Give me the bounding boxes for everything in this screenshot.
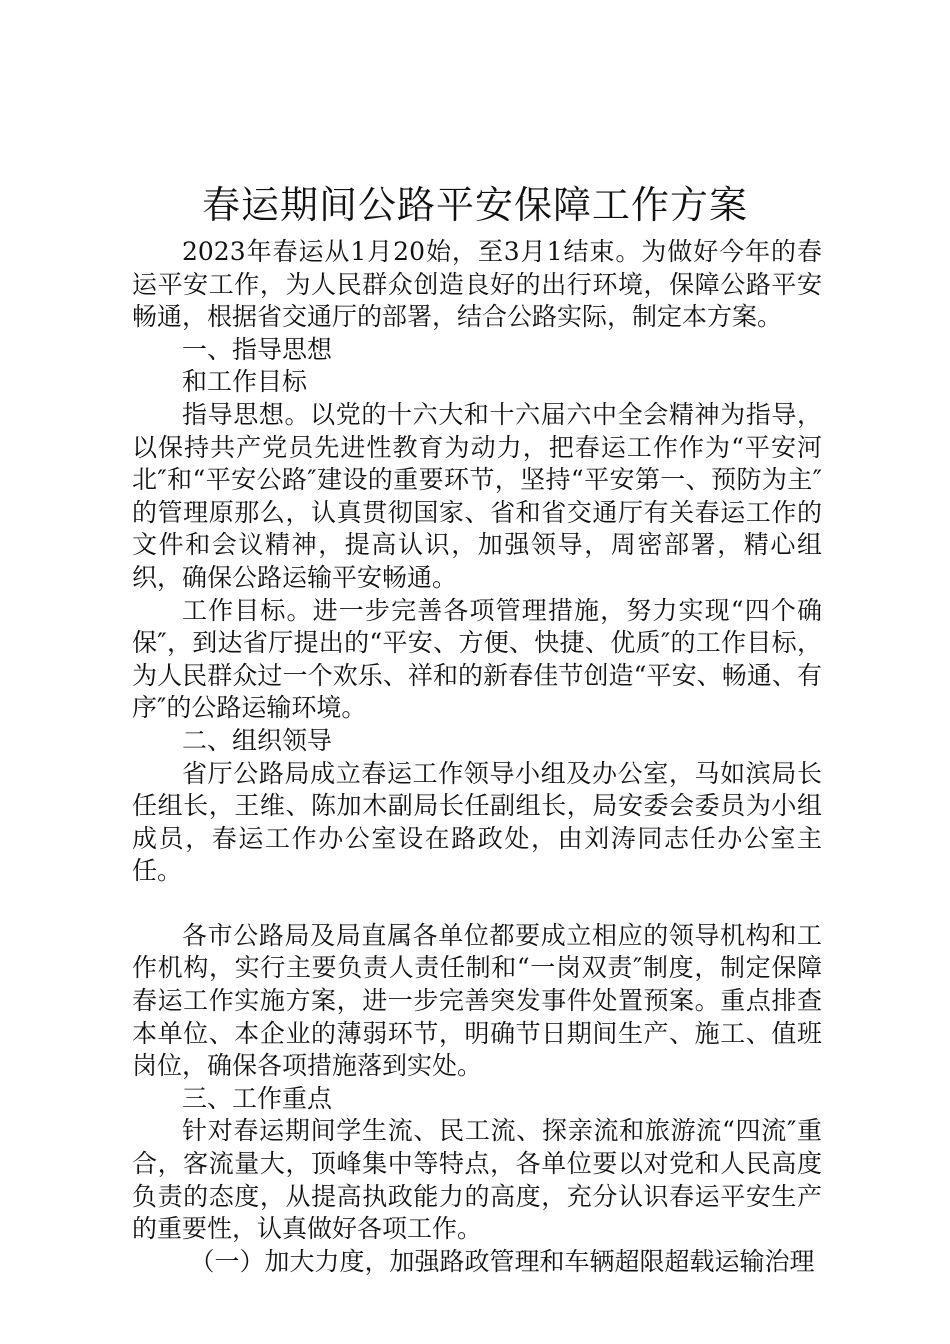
work-goal-paragraph: 工作目标。进一步完善各项管理措施，努力实现“四个确保″，到达省厅提出的“平安、方便、快捷、优质″的工作目标，为人民群众过一个欢乐、祥和的新春佳节创造“平安、畅通、有序″的公路运输环境。 xyxy=(132,595,822,723)
section-heading-guiding-thought: 一、指导思想 xyxy=(182,334,333,364)
section-heading-continuation: 和工作目标 xyxy=(182,367,308,397)
intro-paragraph: 2023年春运从1月20始，至3月1结束。为做好今年的春运平安工作，为人民群众创造良好的出行环境，保障公路平安畅通，根据省交通厅的部署，结合公路实际，制定本方案。 xyxy=(132,237,822,332)
guiding-thought-paragraph: 指导思想。以党的十六大和十六届六中全会精神为指导，以保持共产党员先进性教育为动力，把春运工作作为“平安河北″和“平安公路″建设的重要环节，坚持“平安第一、预防为主″的管理原那么，认真贯彻国家、省和省交通厅有关春运工作的文件和会议精神，提高认识，加强领导，周密部署，精心组织，确保公路运输平安畅通。 xyxy=(132,399,822,592)
document-body xyxy=(132,236,822,1278)
key-work-paragraph: 针对春运期间学生流、民工流、探亲流和旅游流“四流″重合，客流量大，顶峰集中等特点，各单位要以对党和人民高度负责的态度，从提高执政能力的高度，充分认识春运平安生产的重要性，认真做好各项工作。 xyxy=(132,1116,822,1244)
section-heading-organization: 二、组织领导 xyxy=(182,725,333,755)
organization-paragraph: 省厅公路局成立春运工作领导小组及办公室，马如滨局长任组长，王维、陈加木副局长任副组长，局安委会委员为小组成员，春运工作办公室设在路政处，由刘涛同志任办公室主任。 xyxy=(132,758,822,886)
section-heading-key-work: 三、工作重点 xyxy=(182,1083,333,1113)
document-title: 春运期间公路平安保障工作方案 xyxy=(201,183,748,227)
subsection-heading-1: （一）加大力度，加强路政管理和车辆超限超载运输治理 xyxy=(189,1246,815,1276)
local-units-paragraph: 各市公路局及局直属各单位都要成立相应的领导机构和工作机构，实行主要负责人责任制和“一岗双责″制度，制定保障春运工作实施方案，进一步完善突发事件处置预案。重点排查本单位、本企业的薄弱环节，明确节日期间生产、施工、值班岗位，确保各项措施落到实处。 xyxy=(132,920,822,1081)
